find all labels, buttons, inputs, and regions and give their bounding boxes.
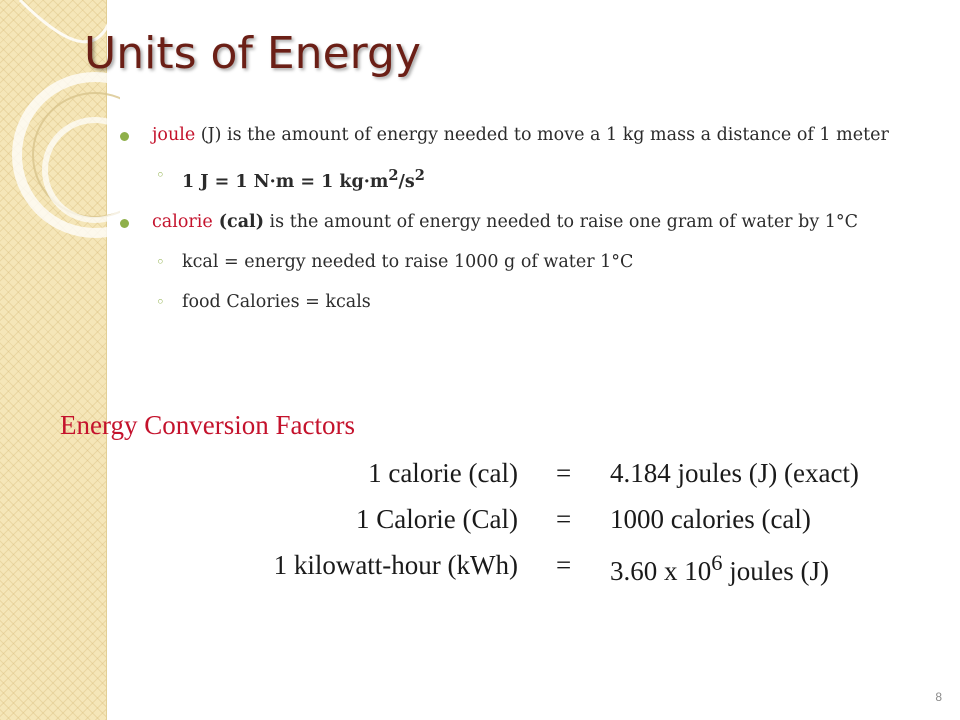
formula-part: 1 J = 1 N·m = 1 kg·m [182,171,389,192]
conversion-equals: = [556,458,572,488]
joule-definition: (J) is the amount of energy needed to move a 1 kg mass a distance of 1 meter [195,125,889,145]
formula-exponent: 2 [388,167,399,184]
bullet-list [110,124,940,331]
conversion-right: 1000 calories (cal) [610,504,811,534]
ring-bullet-icon: ◦ [156,252,165,271]
conversion-row [0,458,960,504]
conversion-row [0,550,960,596]
ring-bullet-icon: ◦ [156,292,165,311]
sub-bullet-text: kcal = energy needed to raise 1000 g of water 1°C [182,251,634,272]
conversion-equals: = [556,504,572,534]
term-calorie: calorie [152,211,213,232]
calorie-definition: is the amount of energy needed to raise one gram of water by 1°C [263,211,859,232]
slide-number: 8 [935,690,942,704]
slide-title: Units of Energy [84,28,421,79]
conversion-right: 4.184 joules (J) (exact) [610,458,859,488]
conversion-heading: Energy Conversion Factors [60,410,355,440]
bullet-calorie [110,211,940,234]
sub-bullet-text: food Calories = kcals [182,291,371,312]
conversion-row [0,504,960,550]
conversion-equals: = [556,550,572,580]
conversion-right [610,550,829,587]
term-joule: joule [152,125,196,145]
conversion-left: 1 Calorie (Cal) [356,504,518,534]
sub-bullet-joule-formula [110,164,940,194]
conversion-right-part: joules (J) [722,556,829,586]
formula-part: /s [398,171,415,192]
conversion-left: 1 calorie (cal) [368,458,518,488]
bullet-dot-icon [120,219,129,228]
bullet-joule [110,124,940,147]
sub-bullet-kcal [110,251,940,274]
conversion-left: 1 kilowatt-hour (kWh) [273,550,518,580]
conversion-exponent: 6 [711,550,723,575]
bullet-dot-icon [120,132,129,141]
ring-bullet-icon: ◦ [156,166,165,184]
sub-bullet-food-calories [110,291,940,314]
term-calorie-unit: (cal) [212,211,264,232]
conversion-table [0,458,960,596]
formula-exponent: 2 [414,167,425,184]
conversion-right-part: 3.60 x 10 [610,556,712,586]
